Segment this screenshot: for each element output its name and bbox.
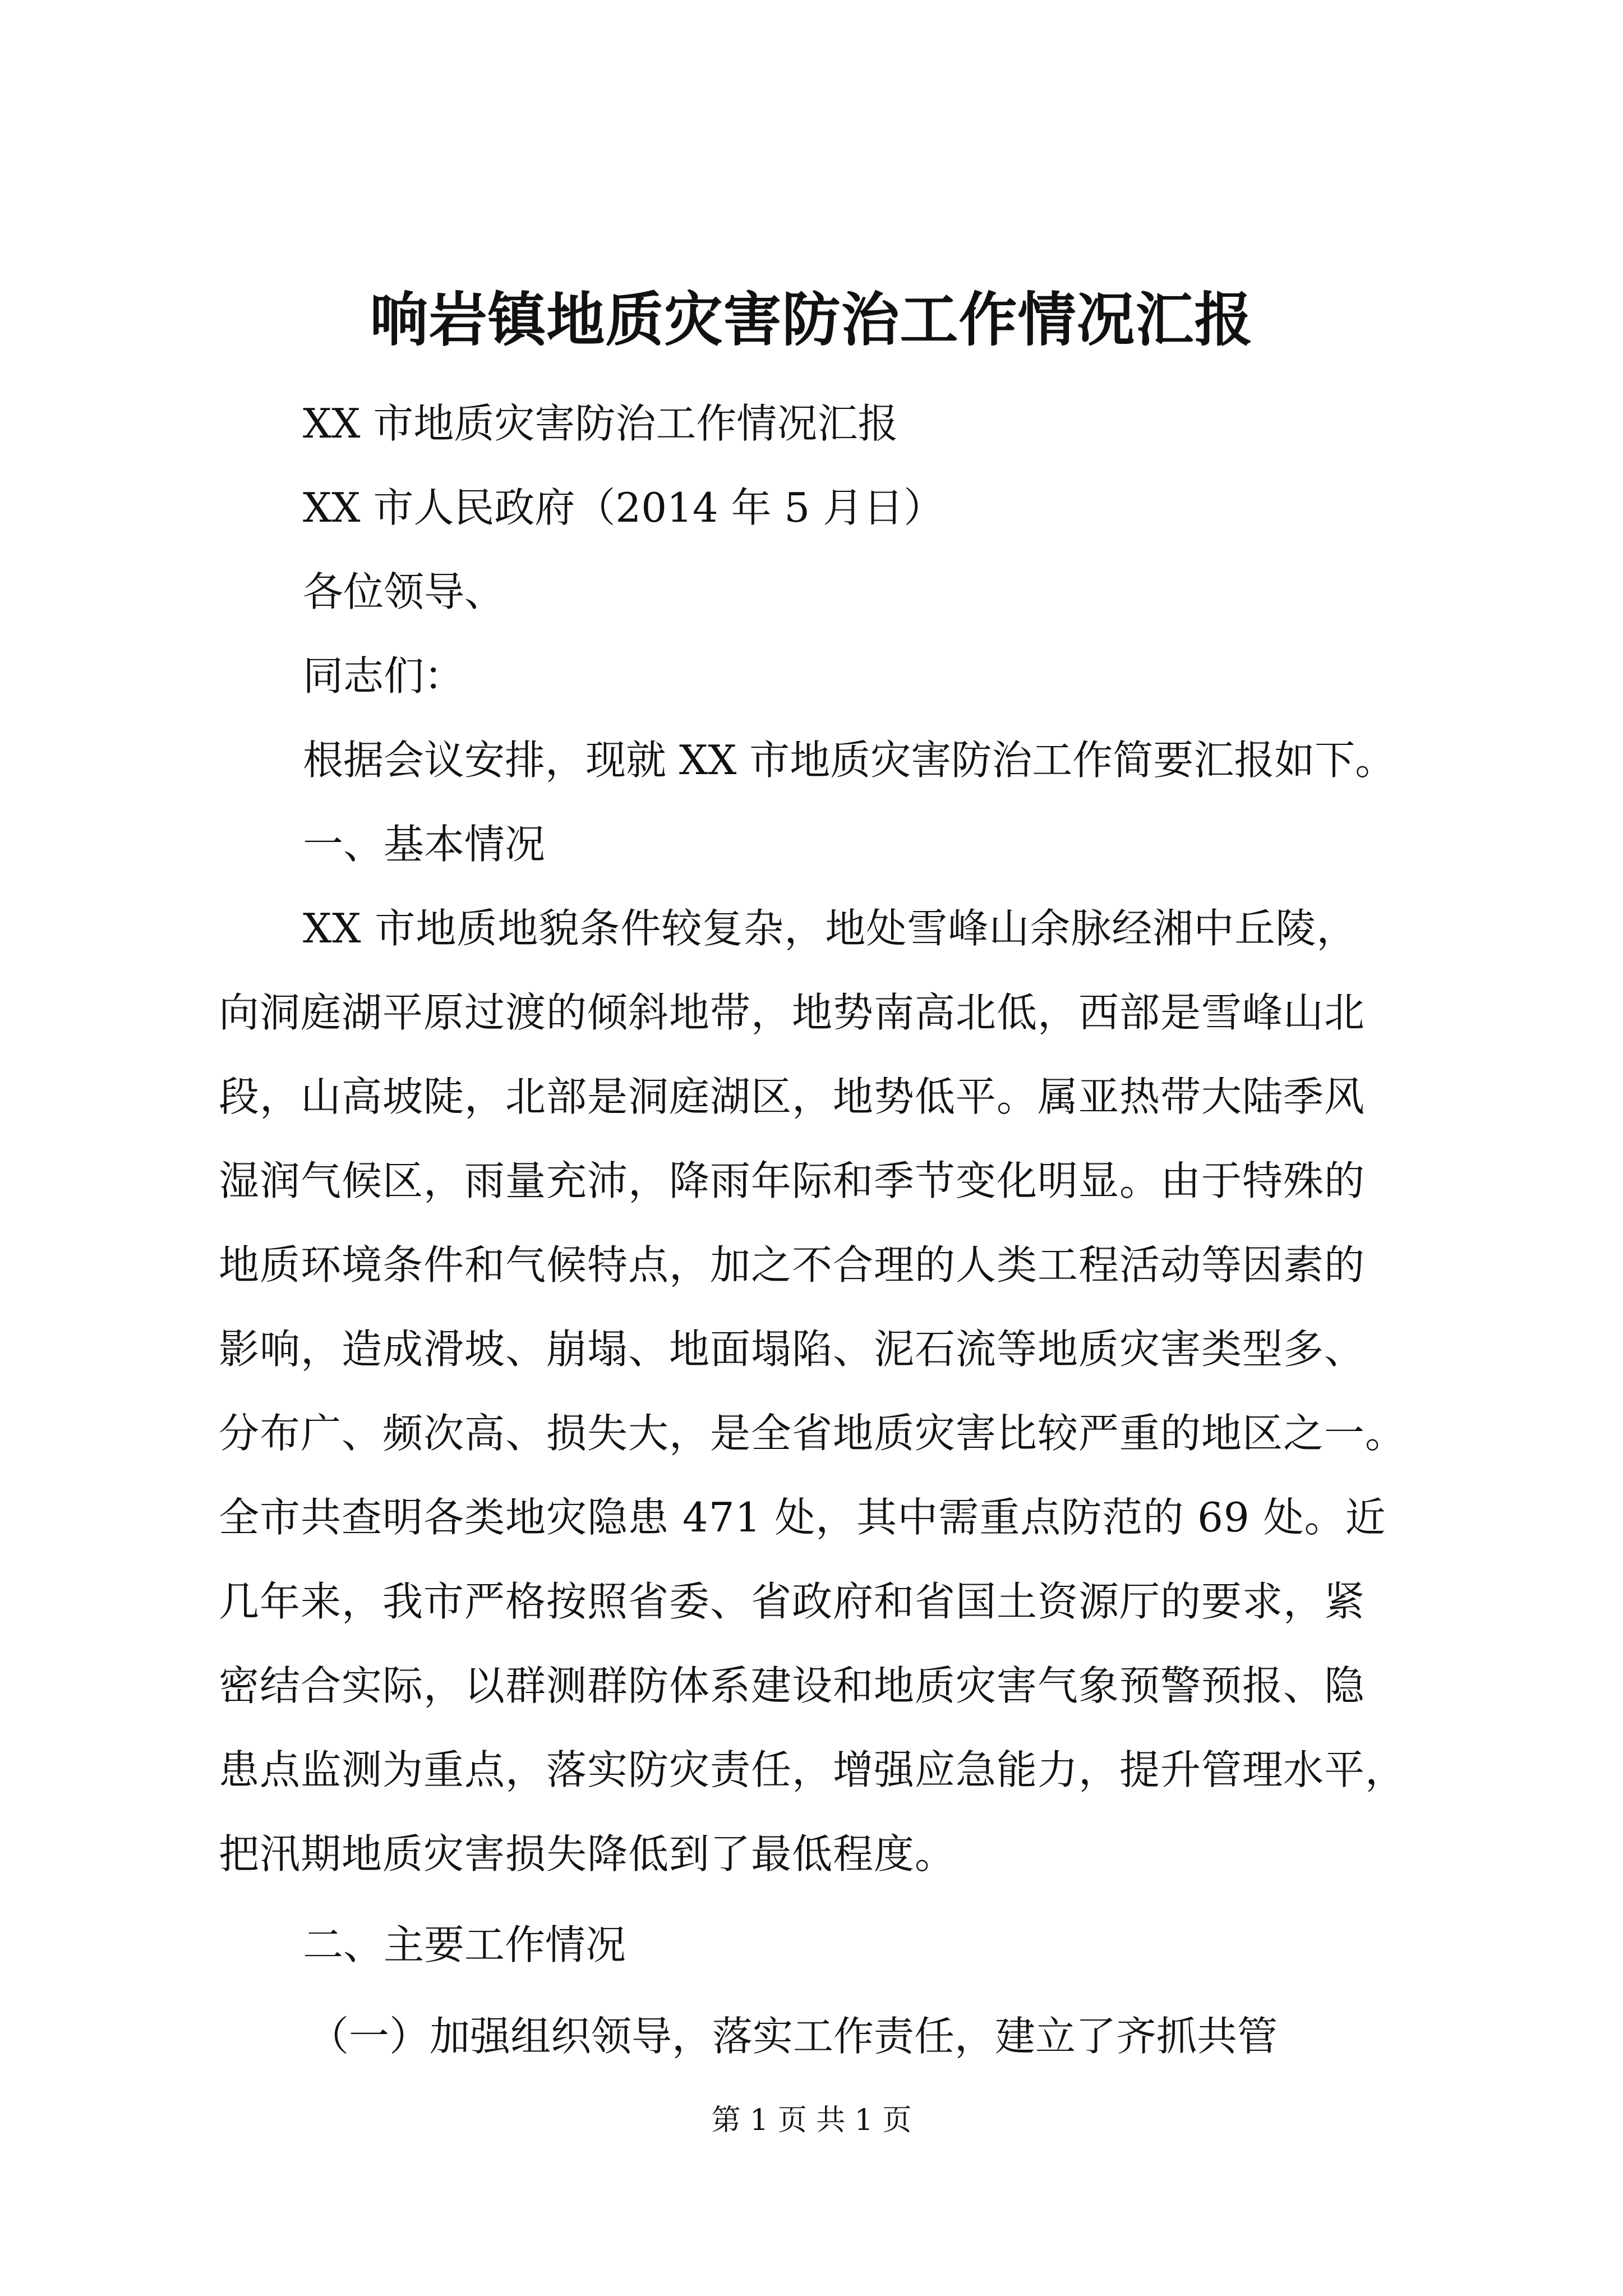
paragraph-line: 分布广、频次高、损失大，是全省地质灾害比较严重的地区之一。 (219, 1410, 1407, 1457)
paragraph-line: 段，山高坡陡，北部是洞庭湖区，地势低平。属亚热带大陆季风 (219, 1073, 1366, 1120)
salutation-leaders: 各位领导、 (303, 568, 505, 615)
subsection-1-heading: （一）加强组织领导，落实工作责任，建立了齐抓共管 (308, 2013, 1278, 2060)
document-title: 响岩镇地质灾害防治工作情况汇报 (370, 285, 1253, 354)
paragraph-line: XX 市地质地貌条件较复杂，地处雪峰山余脉经湘中丘陵， (303, 905, 1358, 952)
report-subtitle: XX 市地质灾害防治工作情况汇报 (303, 400, 898, 447)
paragraph-line: 把汛期地质灾害损失降低到了最低程度。 (219, 1830, 956, 1878)
salutation-comrades: 同志们： (303, 652, 465, 700)
paragraph-line: 湿润气候区，雨量充沛，降雨年际和季节变化明显。由于特殊的 (219, 1157, 1366, 1204)
paragraph-line: 密结合实际，以群测群防体系建设和地质灾害气象预警预报、隐 (219, 1662, 1366, 1709)
paragraph-line: 几年来，我市严格按照省委、省政府和省国土资源厅的要求，紧 (219, 1578, 1366, 1625)
section-1-heading: 一、基本情况 (303, 821, 546, 868)
paragraph-line: 影响，造成滑坡、崩塌、地面塌陷、泥石流等地质灾害类型多、 (219, 1326, 1366, 1373)
intro-paragraph: 根据会议安排，现就 XX 市地质灾害防治工作简要汇报如下。 (303, 737, 1396, 784)
section-2-heading: 二、主要工作情况 (303, 1921, 626, 1968)
paragraph-line: 向洞庭湖平原过渡的倾斜地带，地势南高北低，西部是雪峰山北 (219, 989, 1366, 1036)
document-body (219, 381, 1424, 2078)
section-1-paragraph (219, 886, 1424, 1896)
paragraph-line: 全市共查明各类地灾隐患 471 处，其中需重点防范的 69 处。近 (219, 1494, 1386, 1541)
page-number-footer: 第 1 页 共 1 页 (711, 2104, 912, 2137)
issuer-line: XX 市人民政府（2014 年 5 月日） (303, 484, 944, 531)
paragraph-line: 患点监测为重点，落实防灾责任，增强应急能力，提升管理水平， (219, 1746, 1407, 1793)
paragraph-line: 地质环境条件和气候特点，加之不合理的人类工程活动等因素的 (219, 1241, 1366, 1289)
